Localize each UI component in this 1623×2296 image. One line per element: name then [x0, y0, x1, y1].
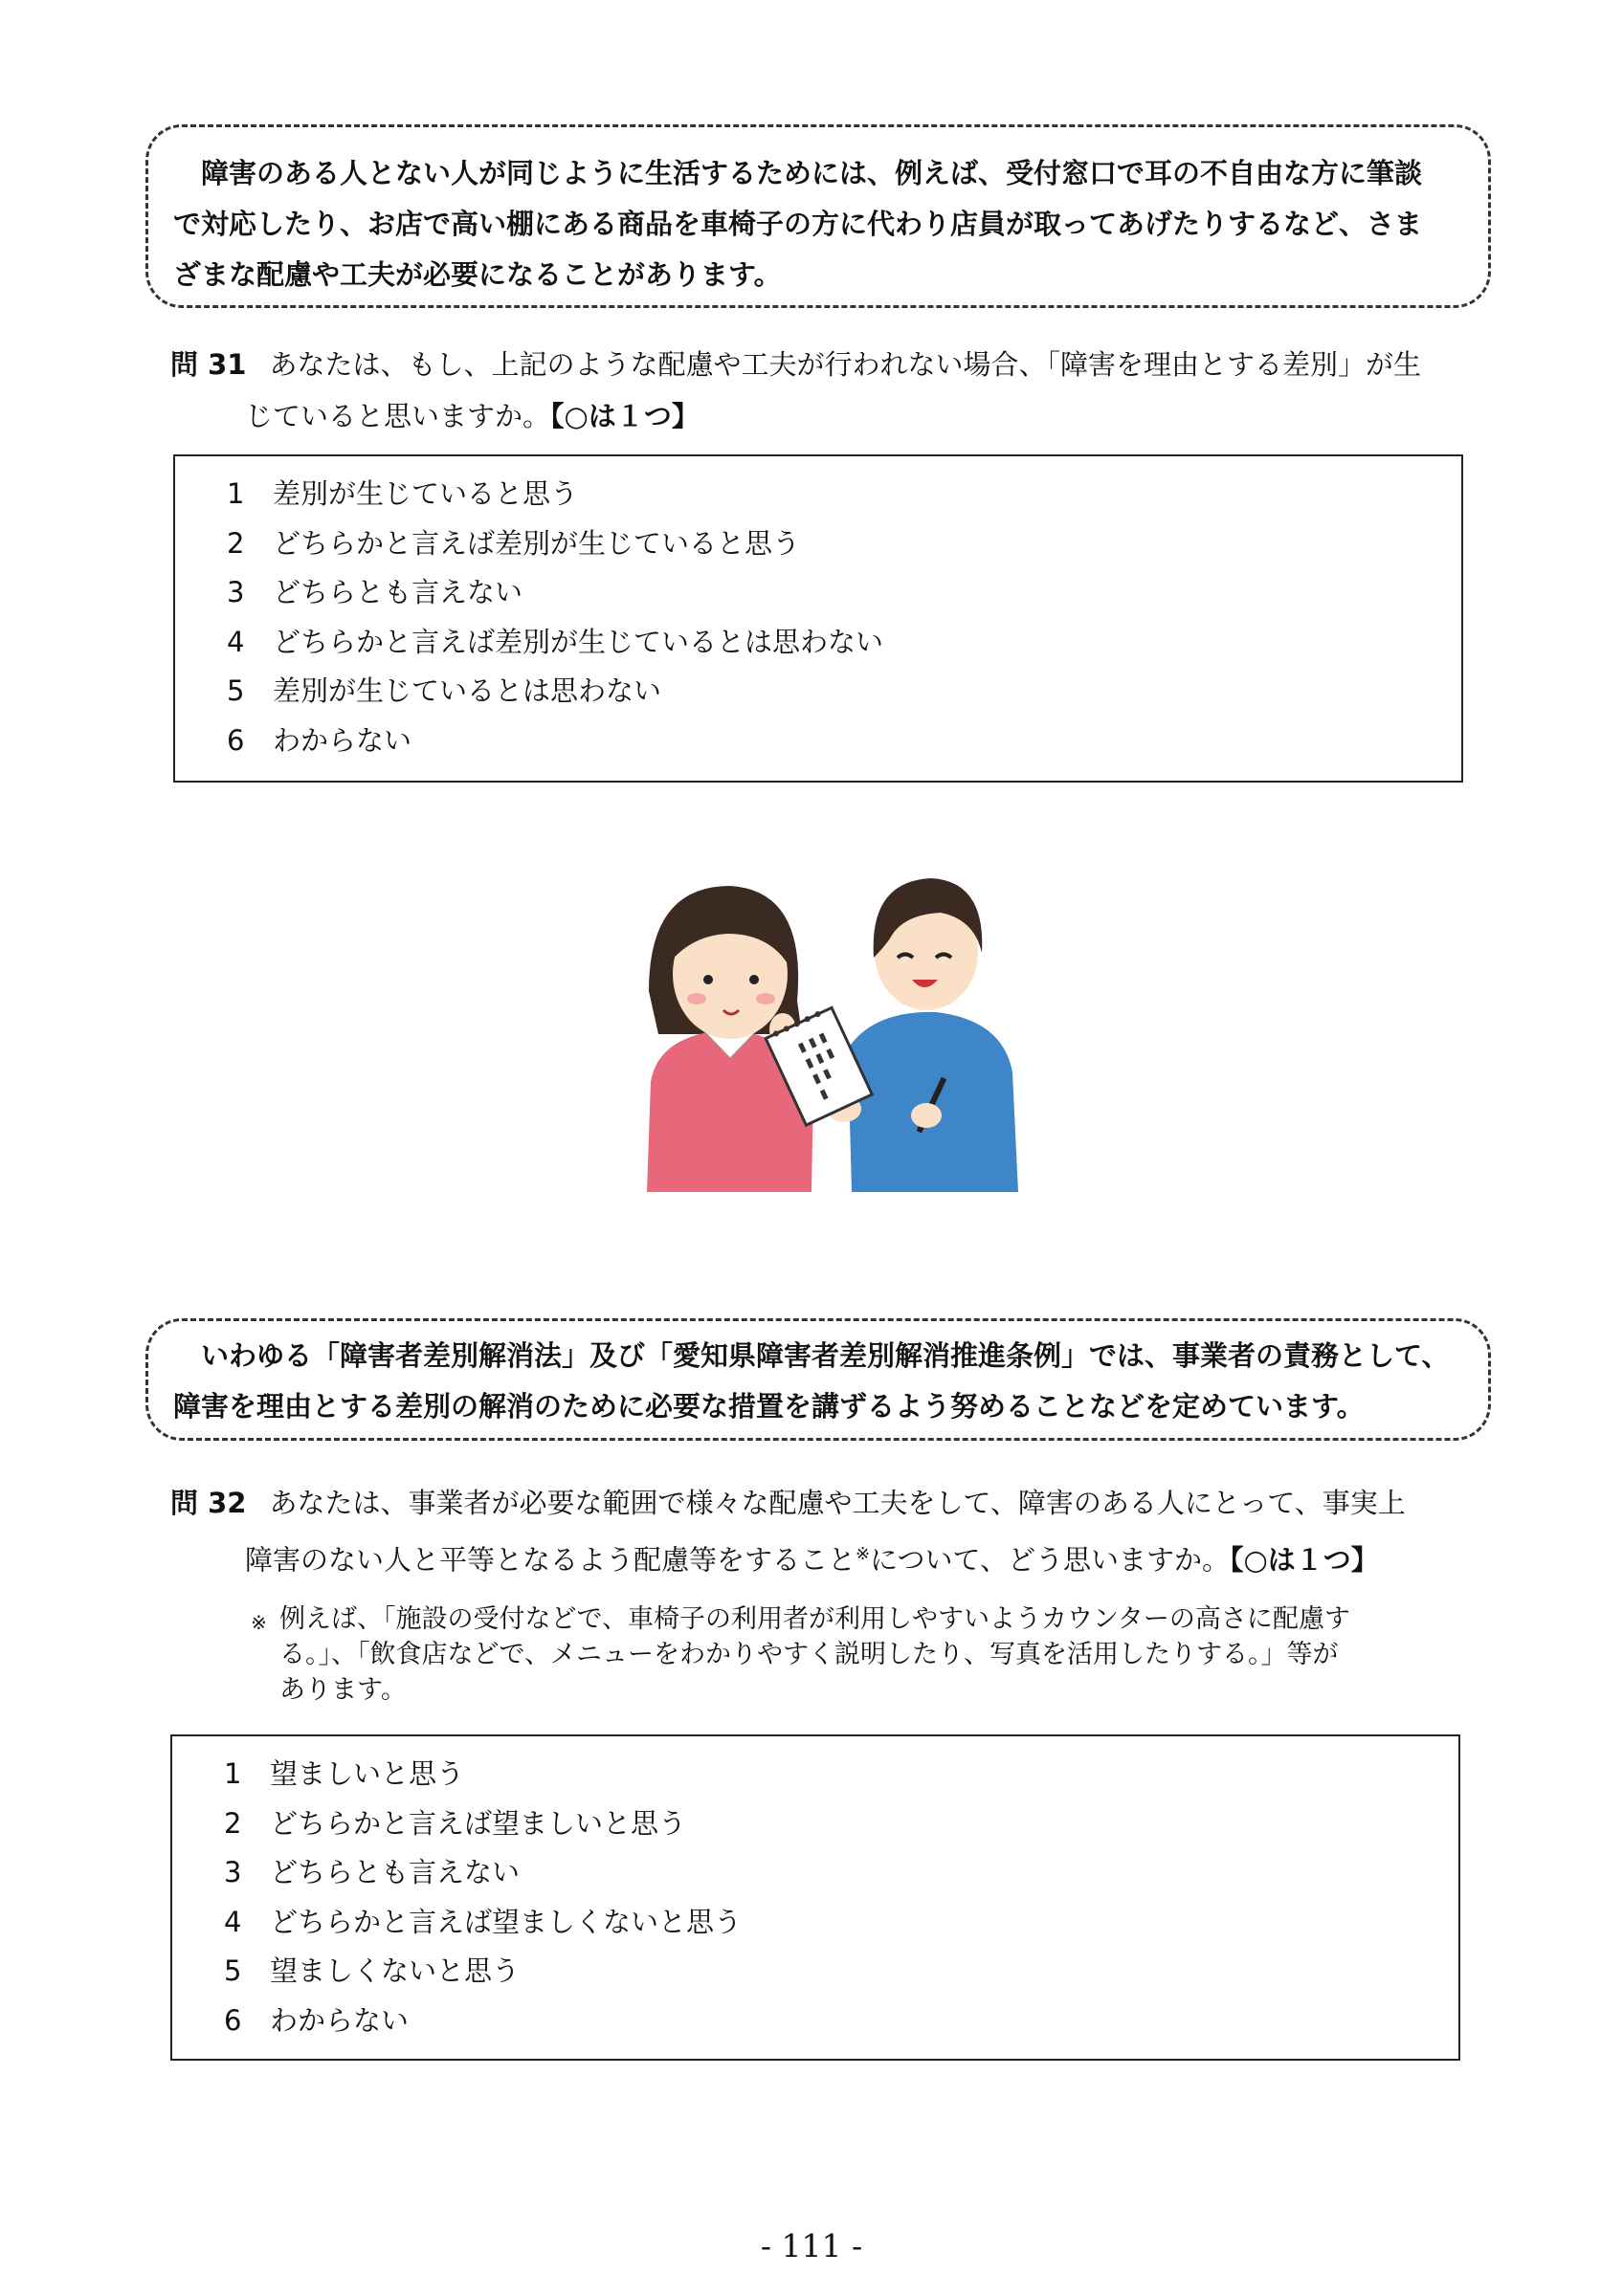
note-box-accommodation [145, 124, 1491, 308]
woman-eye [703, 975, 713, 984]
choice-label: どちらとも言えない [273, 576, 523, 608]
choice-label: どちらかと言えば望ましくないと思う [270, 1905, 743, 1938]
choice-label: 望ましくないと思う [270, 1954, 521, 1987]
choice-label: 差別が生じているとは思わない [273, 674, 662, 707]
choice-item[interactable] [224, 1997, 1458, 2046]
note-box-law [145, 1318, 1491, 1441]
footnote-line: 例えば、「施設の受付などで、車椅子の利用者が利用しやすいようカウンターの高さに配慮す [279, 1604, 1350, 1634]
choice-item[interactable] [227, 519, 1461, 569]
answer-instruction: 【○は１つ】 [550, 400, 700, 432]
woman-eye [749, 975, 759, 984]
footnote [251, 1601, 1466, 1708]
choices-box-q31 [173, 454, 1463, 783]
choice-item[interactable] [224, 1750, 1458, 1799]
choice-item[interactable] [224, 1947, 1458, 1997]
choice-label: どちらかと言えば差別が生じていると思う [273, 526, 801, 560]
choice-item[interactable] [227, 667, 1461, 717]
choice-item[interactable] [227, 618, 1461, 668]
choice-item[interactable] [227, 568, 1461, 618]
question-number: 問 32 [170, 1487, 247, 1519]
woman-cheek [687, 993, 706, 1004]
footnote-marker: ※ [856, 1544, 871, 1564]
choice-number: 2 [224, 1806, 242, 1840]
choice-label: 望ましいと思う [270, 1757, 465, 1790]
question-31 [170, 339, 1481, 442]
page-number: - 111 - [760, 2227, 863, 2264]
answer-instruction: 【○は１つ】 [1229, 1543, 1379, 1577]
note-line: 障害のある人とない人が同じように生活するためには、例えば、受付窓口で耳の不自由な方に筆談 [201, 157, 1423, 189]
choice-label: どちらかと言えば望ましいと思う [270, 1806, 687, 1840]
footnote-line: る。」、「飲食店などで、メニューをわかりやすく説明したり、写真を活用したりする。」等が [279, 1640, 1339, 1669]
question-32 [170, 1477, 1481, 1586]
choice-number: 1 [227, 477, 245, 510]
choice-item[interactable] [224, 1799, 1458, 1849]
choice-label: どちらとも言えない [270, 1856, 521, 1888]
choice-item[interactable] [227, 470, 1461, 519]
man-hand-writing [911, 1103, 942, 1128]
choice-number: 1 [224, 1757, 242, 1790]
note-line: で対応したり、お店で高い棚にある商品を車椅子の方に代わり店員が取ってあげたりするなど、さま [173, 208, 1423, 240]
footnote-mark: ※ [251, 1611, 267, 1634]
choice-number: 3 [227, 576, 245, 608]
choice-number: 5 [224, 1954, 242, 1987]
choice-label: わからない [270, 2003, 410, 2037]
choice-number: 2 [227, 526, 245, 560]
note-line: 障害を理由とする差別の解消のために必要な措置を講ずるよう努めることなどを定めています。 [173, 1390, 1365, 1423]
question-text: あなたは、事業者が必要な範囲で様々な配慮や工夫をして、障害のある人にとって、事実上 [269, 1487, 1406, 1519]
choice-number: 4 [227, 625, 245, 658]
man-figure [827, 878, 1018, 1192]
question-text: について、どう思いますか。 [870, 1543, 1230, 1577]
choice-label: 差別が生じていると思う [273, 477, 579, 510]
illustration-written-communication [639, 867, 1022, 1192]
question-text: あなたは、もし、上記のような配慮や工夫が行われない場合、「障害を理由とする差別」が生 [269, 348, 1421, 381]
choice-label: わからない [273, 723, 412, 757]
choice-number: 6 [227, 723, 245, 757]
choice-item[interactable] [227, 717, 1461, 766]
choice-number: 3 [224, 1856, 242, 1888]
note-line: ざまな配慮や工夫が必要になることがあります。 [173, 258, 782, 291]
question-text: じていると思いますか。 [245, 400, 551, 432]
footnote-line: あります。 [279, 1675, 407, 1705]
question-number: 問 31 [170, 348, 247, 381]
woman-cheek [756, 993, 775, 1004]
choice-item[interactable] [224, 1848, 1458, 1898]
choices-box-q32 [170, 1734, 1460, 2061]
note-line: いわゆる「障害者差別解消法」及び「愛知県障害者差別解消推進条例」では、事業者の責務として、 [201, 1339, 1450, 1372]
choice-number: 6 [224, 2003, 242, 2037]
choice-item[interactable] [224, 1898, 1458, 1948]
choice-label: どちらかと言えば差別が生じているとは思わない [273, 625, 884, 658]
choice-number: 5 [227, 674, 245, 707]
choice-number: 4 [224, 1905, 242, 1938]
question-text: 障害のない人と平等となるよう配慮等をすること [245, 1543, 856, 1577]
